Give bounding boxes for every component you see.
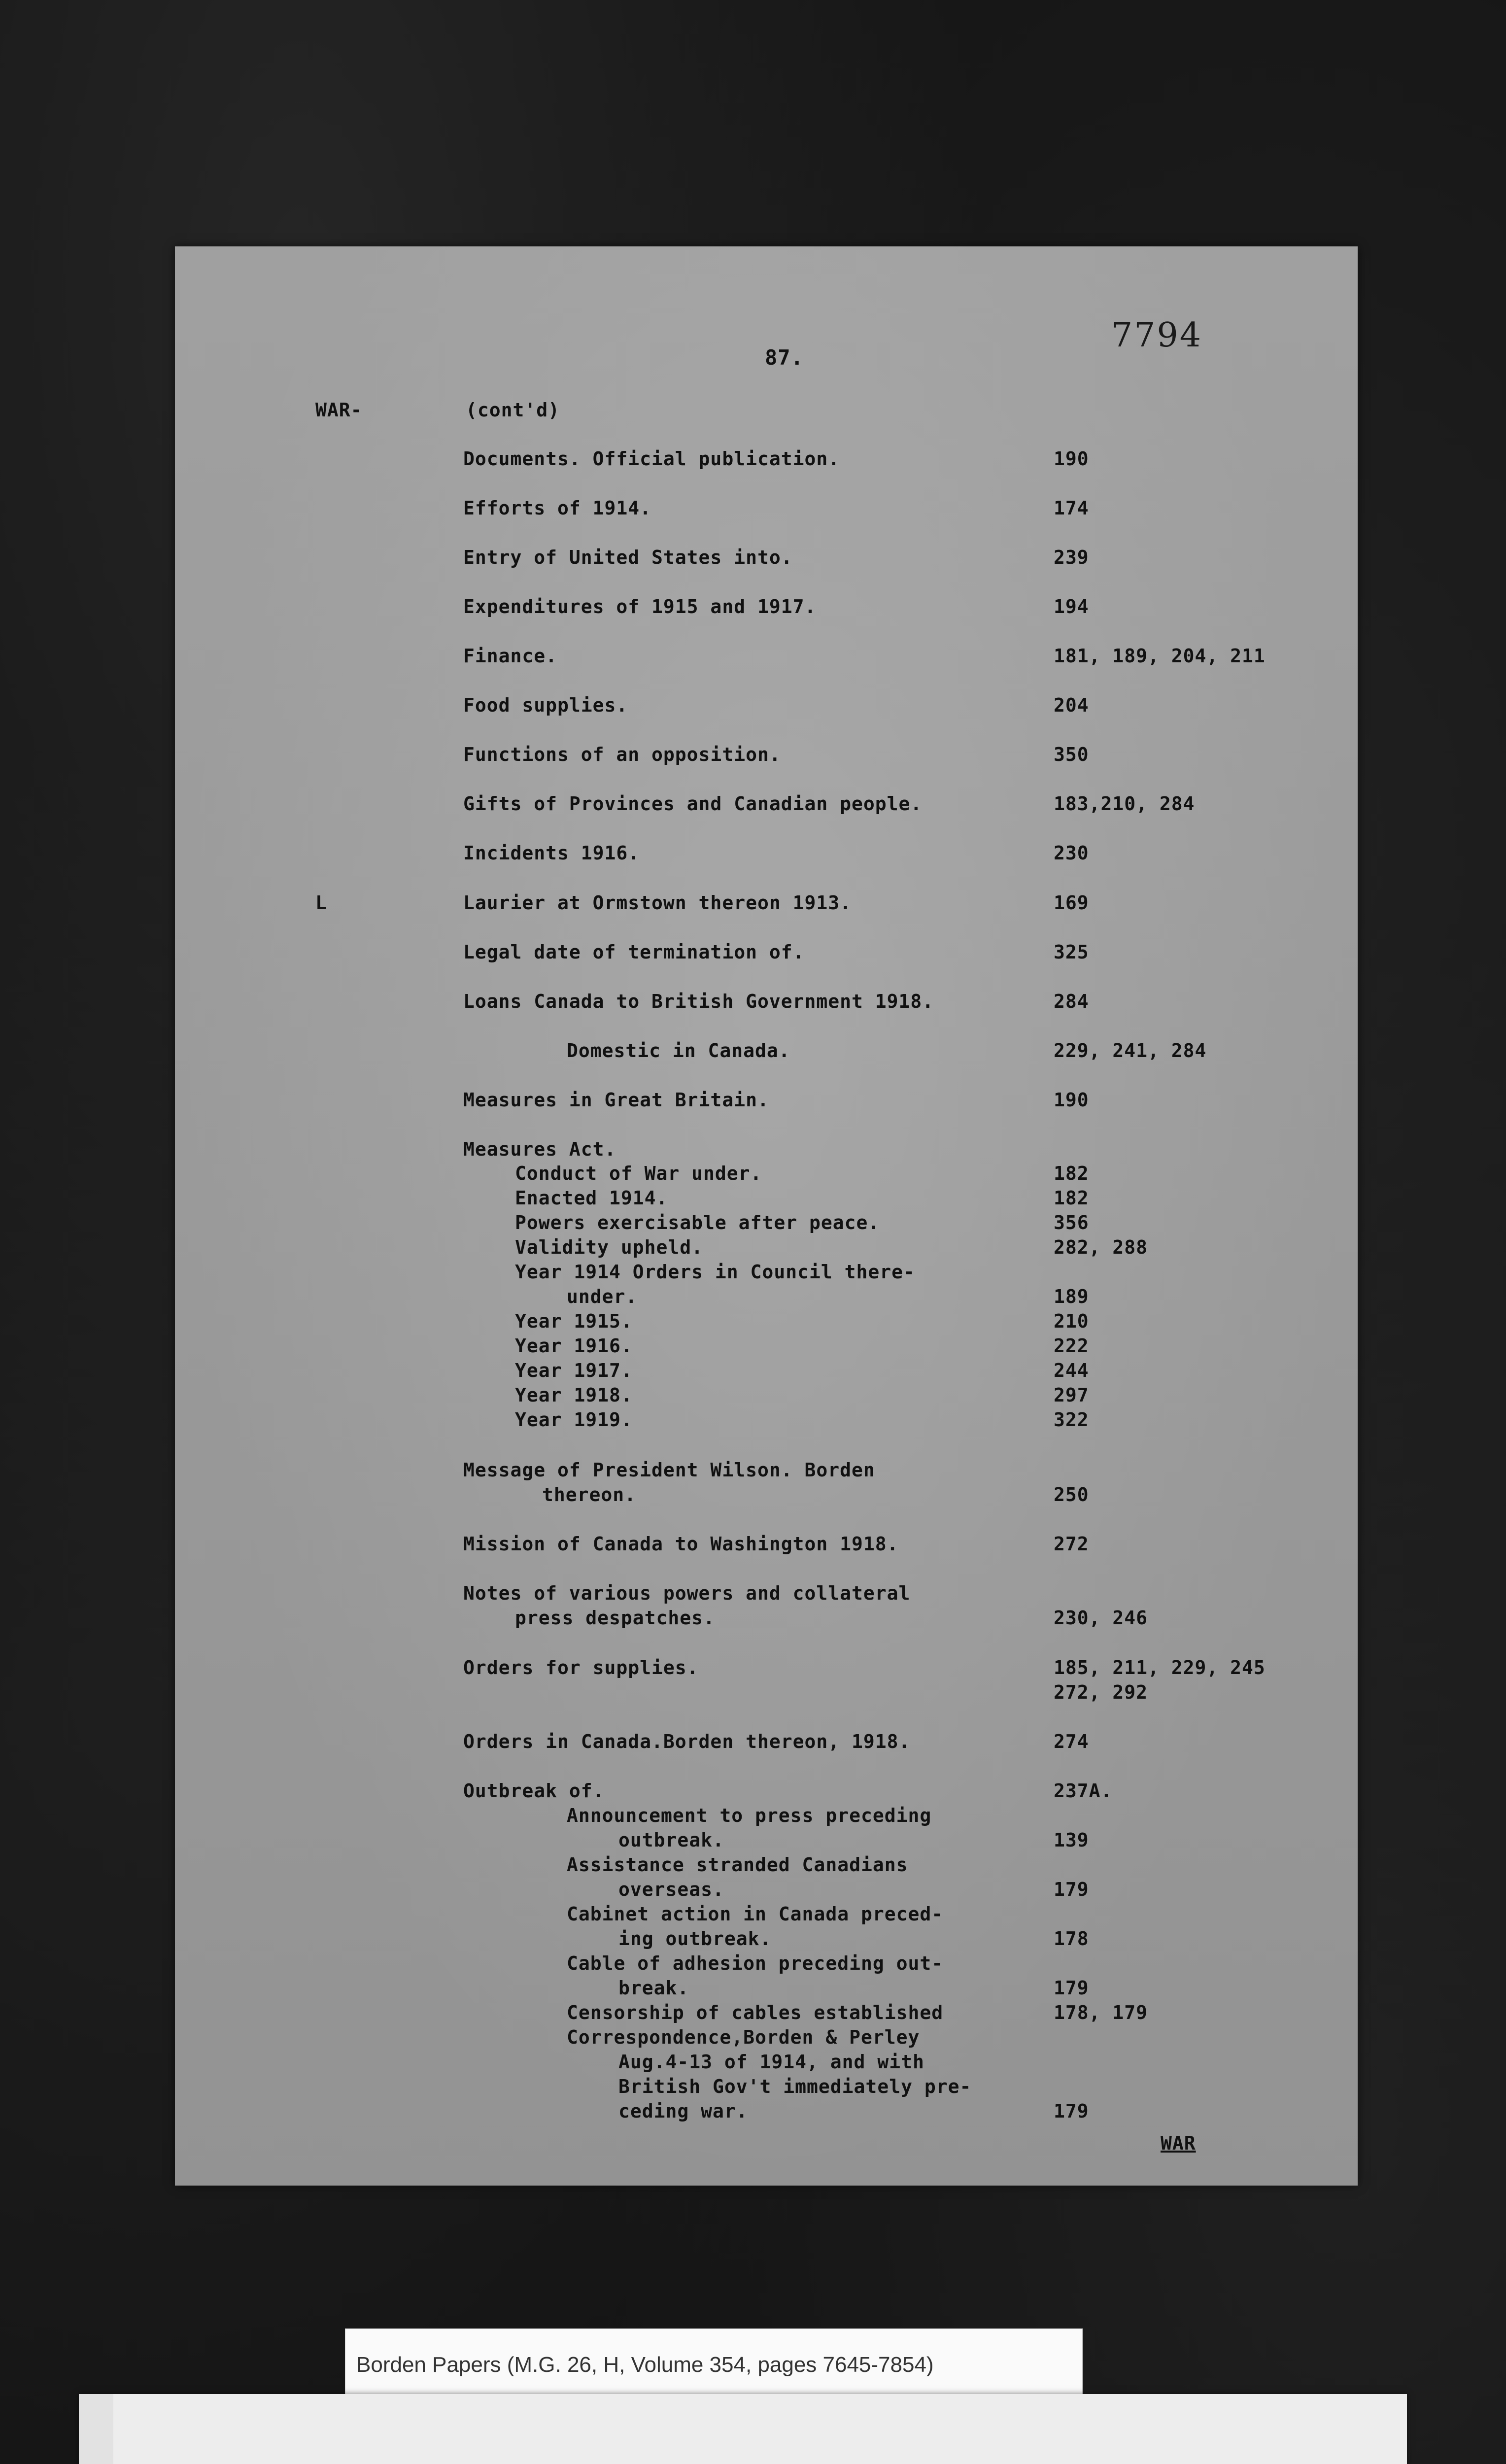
entry-pages: 178, 179 bbox=[1054, 2002, 1148, 2023]
entry-text: Message of President Wilson. Borden bbox=[463, 1459, 875, 1481]
entry-text: Validity upheld. bbox=[515, 1236, 704, 1258]
entry-text: Powers exercisable after peace. bbox=[515, 1212, 880, 1233]
entry-text: overseas. bbox=[618, 1879, 724, 1900]
entry-text: Expenditures of 1915 and 1917. bbox=[463, 596, 817, 617]
entry-text: Cable of adhesion preceding out- bbox=[567, 1952, 944, 1974]
entry-pages: 237A. bbox=[1054, 1780, 1113, 1802]
entry-pages: 181, 189, 204, 211 bbox=[1054, 645, 1266, 667]
entry-text: Assistance stranded Canadians bbox=[567, 1854, 908, 1876]
entry-pages: 284 bbox=[1054, 991, 1089, 1012]
entry-pages: 169 bbox=[1054, 892, 1089, 914]
entry-pages: 190 bbox=[1054, 448, 1089, 470]
entry-text: Year 1919. bbox=[515, 1409, 633, 1431]
entry-text: Notes of various powers and collateral bbox=[463, 1582, 911, 1604]
entry-pages: 179 bbox=[1054, 2100, 1089, 2122]
entry-text: Incidents 1916. bbox=[463, 842, 640, 864]
entry-text: Functions of an opposition. bbox=[463, 744, 781, 765]
entry-text: Entry of United States into. bbox=[463, 547, 793, 568]
microfilm-label bbox=[345, 2328, 1083, 2397]
entry-pages: 356 bbox=[1054, 1212, 1089, 1233]
continued-note: (cont'd) bbox=[466, 399, 560, 421]
entry-pages: 174 bbox=[1054, 497, 1089, 519]
entry-text: thereon. bbox=[542, 1484, 637, 1506]
entry-text: Mission of Canada to Washington 1918. bbox=[463, 1533, 899, 1555]
entry-text: press despatches. bbox=[515, 1607, 715, 1629]
entry-text: ceding war. bbox=[618, 2100, 748, 2122]
entry-text: Loans Canada to British Government 1918. bbox=[463, 991, 934, 1012]
page-number: 87. bbox=[765, 345, 804, 370]
entry-pages: 183,210, 284 bbox=[1054, 793, 1195, 815]
entry-pages: 179 bbox=[1054, 1879, 1089, 1900]
section-heading: WAR- bbox=[315, 399, 363, 421]
entry-pages: 189 bbox=[1054, 1286, 1089, 1307]
entry-pages: 230, 246 bbox=[1054, 1607, 1148, 1629]
entry-pages: 178 bbox=[1054, 1928, 1089, 1950]
entry-text: break. bbox=[618, 1977, 689, 1999]
entry-text: Measures Act. bbox=[463, 1138, 616, 1160]
entry-text: ing outbreak. bbox=[618, 1928, 772, 1950]
catchword: WAR bbox=[1161, 2132, 1196, 2154]
entry-pages: 272 bbox=[1054, 1533, 1089, 1555]
entry-text: Year 1918. bbox=[515, 1384, 633, 1406]
entry-pages: 250 bbox=[1054, 1484, 1089, 1506]
entry-pages: 182 bbox=[1054, 1163, 1089, 1184]
entry-pages: 274 bbox=[1054, 1731, 1089, 1752]
entry-text: Censorship of cables established bbox=[567, 2002, 944, 2023]
entry-text: Orders for supplies. bbox=[463, 1657, 699, 1678]
entry-text: Cabinet action in Canada preced- bbox=[567, 1903, 944, 1925]
entry-pages: 229, 241, 284 bbox=[1054, 1040, 1207, 1061]
entry-text: Efforts of 1914. bbox=[463, 497, 652, 519]
entry-pages: 139 bbox=[1054, 1829, 1089, 1851]
entry-text: Conduct of War under. bbox=[515, 1163, 762, 1184]
archives-card bbox=[79, 2394, 1407, 2464]
entry-pages: 204 bbox=[1054, 694, 1089, 716]
entry-text: Documents. Official publication. bbox=[463, 448, 840, 470]
entry-pages: 282, 288 bbox=[1054, 1236, 1148, 1258]
document-page bbox=[175, 246, 1358, 2186]
entry-pages: 350 bbox=[1054, 744, 1089, 765]
entry-pages: 239 bbox=[1054, 547, 1089, 568]
entry-pages: 244 bbox=[1054, 1360, 1089, 1381]
entry-text: Aug.4-13 of 1914, and with bbox=[618, 2051, 924, 2073]
entry-text: Outbreak of. bbox=[463, 1780, 605, 1802]
entry-pages: 190 bbox=[1054, 1089, 1089, 1111]
entry-pages: 179 bbox=[1054, 1977, 1089, 1999]
entry-pages: 194 bbox=[1054, 596, 1089, 617]
entry-pages: 325 bbox=[1054, 941, 1089, 963]
entry-text: Gifts of Provinces and Canadian people. bbox=[463, 793, 923, 815]
microfilm-label-text: Borden Papers (M.G. 26, H, Volume 354, pages 7645-7854) bbox=[356, 2353, 934, 2377]
entry-pages: 222 bbox=[1054, 1335, 1089, 1357]
entry-pages: 297 bbox=[1054, 1384, 1089, 1406]
entry-text: Correspondence,Borden & Perley bbox=[567, 2026, 920, 2048]
entry-text: Measures in Great Britain. bbox=[463, 1089, 769, 1111]
side-letter: L bbox=[315, 892, 327, 914]
entry-text: Year 1915. bbox=[515, 1310, 633, 1332]
entry-pages: 185, 211, 229, 245 bbox=[1054, 1657, 1266, 1678]
entry-pages: 272, 292 bbox=[1054, 1681, 1148, 1703]
entry-text: Legal date of termination of. bbox=[463, 941, 805, 963]
entry-text: Finance. bbox=[463, 645, 558, 667]
entry-text: Year 1916. bbox=[515, 1335, 633, 1357]
entry-text: Orders in Canada.Borden thereon, 1918. bbox=[463, 1731, 911, 1752]
entry-text: outbreak. bbox=[618, 1829, 724, 1851]
entry-text: Laurier at Ormstown thereon 1913. bbox=[463, 892, 852, 914]
stamp-number: 7794 bbox=[1111, 316, 1203, 355]
entry-pages: 322 bbox=[1054, 1409, 1089, 1431]
entry-text: Domestic in Canada. bbox=[567, 1040, 790, 1061]
entry-text: Food supplies. bbox=[463, 694, 628, 716]
entry-pages: 210 bbox=[1054, 1310, 1089, 1332]
entry-text: under. bbox=[567, 1286, 638, 1307]
entry-pages: 182 bbox=[1054, 1187, 1089, 1209]
entry-pages: 230 bbox=[1054, 842, 1089, 864]
entry-text: Enacted 1914. bbox=[515, 1187, 668, 1209]
entry-text: Year 1914 Orders in Council there- bbox=[515, 1261, 915, 1283]
entry-text: Year 1917. bbox=[515, 1360, 633, 1381]
entry-text: Announcement to press preceding bbox=[567, 1805, 932, 1826]
entry-text: British Gov't immediately pre- bbox=[618, 2076, 972, 2097]
